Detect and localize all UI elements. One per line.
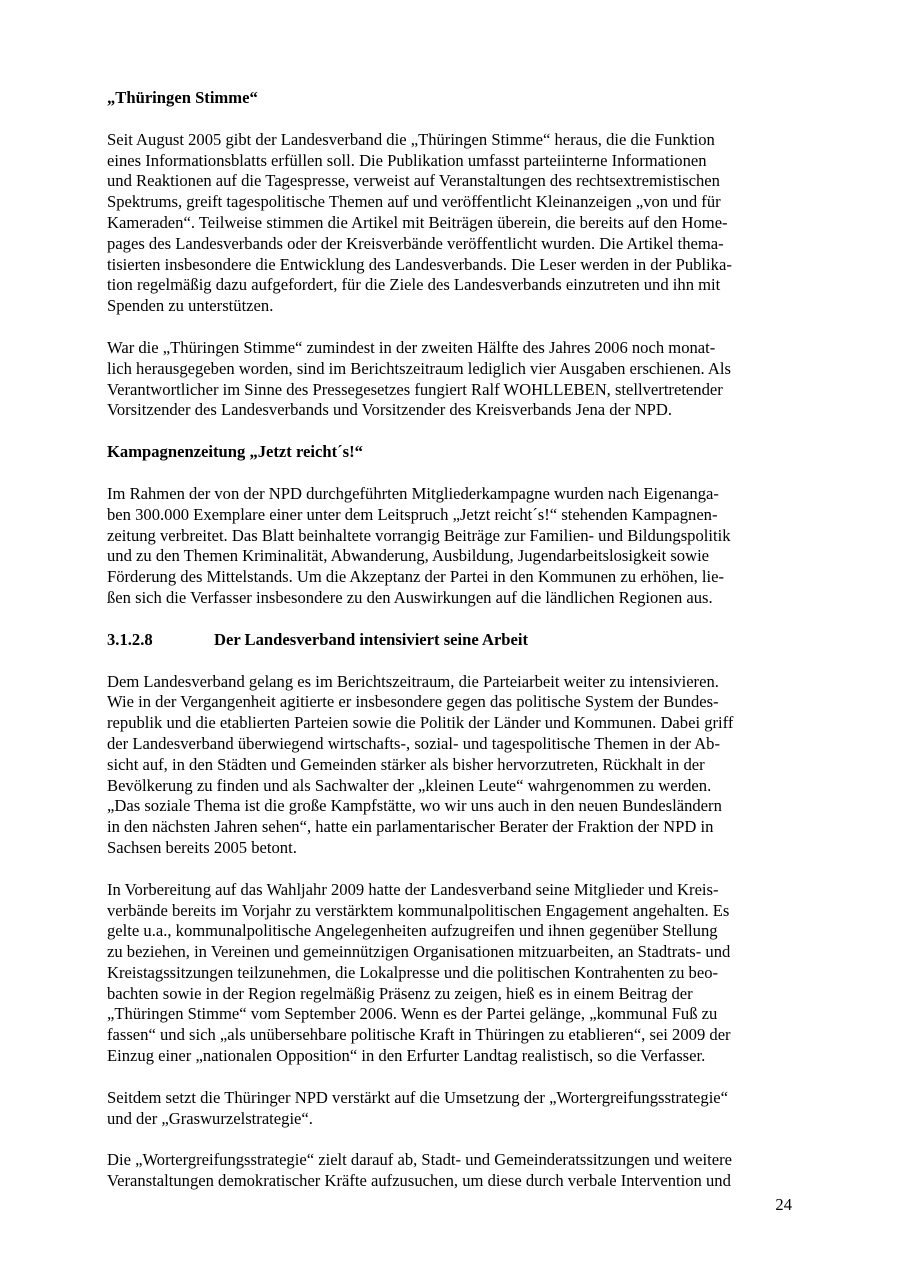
paragraph-7: Die „Wortergreifungsstrategie“ zielt darauf ab, Stadt- und Gemeinderatssitzungen und weitere Veranstaltungen demokratischer Kräfte aufzusuchen, um diese durch verbale Intervention und (107, 1150, 732, 1191)
paragraph-4: Dem Landesverband gelang es im Berichtszeitraum, die Parteiarbeit weiter zu intensivieren. Wie in der Vergangenheit agitierte er insbesondere gegen das politische System der Bundes- republik und die etablierten Parteien sowie die Politik der Länder und Kommunen. Dabei griff der Landesverband überwiegend wirtschafts-, sozial- und tagespolitische Themen in der Ab- sicht auf, in den Städten und Gemeinden stärker als bisher hervorzutreten, Rückhalt in der Bevölkerung zu finden und als Sachwalter der „kleinen Leute“ wahrgenommen zu werden. „Das soziale Thema ist die große Kampfstätte, wo wir uns auch in den neuen Bundesländern in den nächsten Jahren sehen“, hatte ein parlamentarischer Berater der Fraktion der NPD in Sachsen bereits 2005 betont. (107, 671, 734, 857)
paragraph-6: Seitdem setzt die Thüringer NPD verstärkt auf die Umsetzung der „Wortergreifungsstrategie“ und der „Graswurzelstrategie“. (107, 1087, 729, 1128)
document-page (107, 88, 792, 1192)
section-heading (107, 630, 792, 651)
heading-thueringen-stimme: „Thüringen Stimme“ (107, 88, 258, 107)
paragraph-3: Im Rahmen der von der NPD durchgeführten Mitgliederkampagne wurden nach Eigenanga- ben 300.000 Exemplare einer unter dem Leitspruch „Jetzt reicht´s!“ stehenden Kampagnen- zeitung verbreitet. Das Blatt beinhaltete vorrangig Beiträge zur Familien- und Bildungspolitik und zu den Themen Kriminalität, Abwanderung, Ausbildung, Jugendarbeitslosigkeit sowie Förderung des Mittelstands. Um die Akzeptanz der Partei in den Kommunen zu erhöhen, lie- ßen sich die Verfasser insbesondere zu den Auswirkungen auf die ländlichen Regionen aus. (107, 483, 731, 607)
section-title: Der Landesverband intensiviert seine Arbeit (214, 629, 529, 649)
paragraph-1: Seit August 2005 gibt der Landesverband die „Thüringen Stimme“ heraus, die die Funktion eines Informationsblatts erfüllen soll. Die Publikation umfasst parteiinterne Informationen und Reaktionen auf die Tagespresse, verweist auf Veranstaltungen des rechtsextremistischen Spektrums, greift tagespolitische Themen auf und veröffentlicht Kleinanzeigen „von und für Kameraden“. Teilweise stimmen die Artikel mit Beiträgen überein, die bereits auf den Home- pages des Landesverbands oder der Kreisverbände veröffentlicht wurden. Die Artikel thema- tisierten insbesondere die Entwicklung des Landesverbands. Die Leser werden in der Publika- tion regelmäßig dazu aufgefordert, für die Ziele des Landesverbands einzutreten und ihn mit Spenden zu unterstützen. (107, 129, 732, 316)
heading-kampagnenzeitung: Kampagnenzeitung „Jetzt reicht´s!“ (107, 442, 363, 462)
paragraph-2: War die „Thüringen Stimme“ zumindest in der zweiten Hälfte des Jahres 2006 noch monat- lich herausgegeben worden, sind im Berichtszeitraum lediglich vier Ausgaben erschienen. Als Verantwortlicher im Sinne des Pressegesetzes fungiert Ralf WOHLLEBEN, stellvertretender Vorsitzender des Landesverbands und Vorsitzender des Kreisverbands Jena der NPD. (107, 337, 731, 420)
section-number: 3.1.2.8 (107, 629, 153, 649)
page-number: 24 (775, 1195, 792, 1214)
paragraph-5: In Vorbereitung auf das Wahljahr 2009 hatte der Landesverband seine Mitglieder und Kreis- verbände bereits im Vorjahr zu verstärktem kommunalpolitischen Engagement angehalten. Es gelte u.a., kommunalpolitische Angelegenheiten aufzugreifen und ihnen gegenüber Stellung zu beziehen, in Vereinen und gemeinnützigen Organisationen mitzuarbeiten, an Stadtrats- und Kreistagssitzungen teilzunehmen, die Lokalpresse und die politischen Kontrahenten zu beo- bachten sowie in der Region regelmäßig Präsenz zu zeigen, hieß es in einem Beitrag der „Thüringen Stimme“ vom September 2006. Wenn es der Partei gelänge, „kommunal Fuß zu fassen“ und sich „als unübersehbare politische Kraft in Thüringen zu etablieren“, sei 2009 der Einzug einer „nationalen Opposition“ in den Erfurter Landtag realistisch, so die Verfasser. (107, 879, 731, 1066)
